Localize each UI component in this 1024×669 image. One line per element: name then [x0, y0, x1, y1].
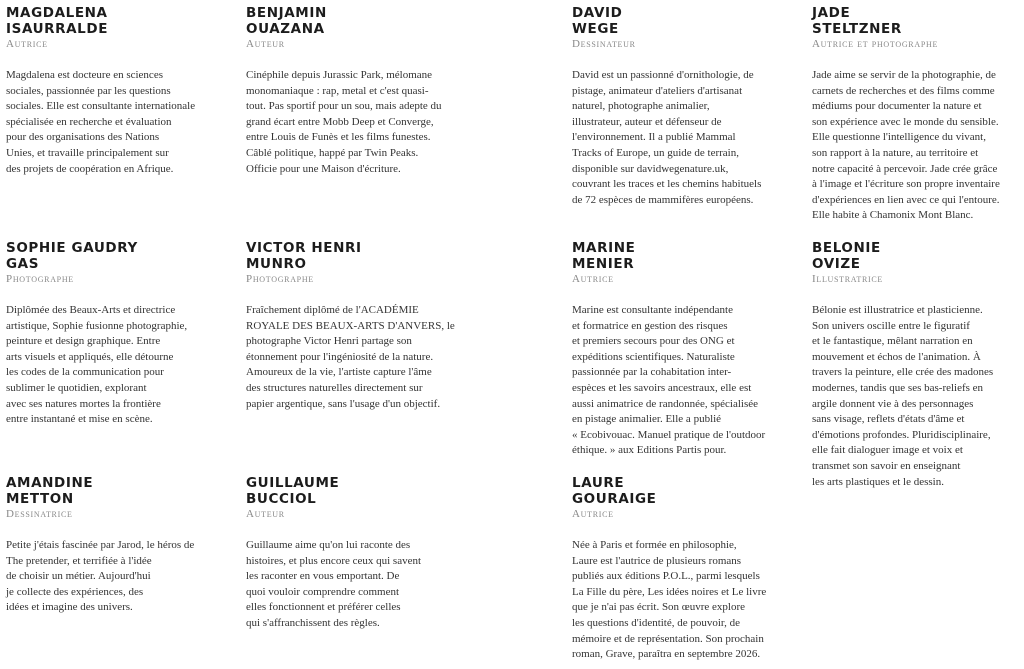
contributor-name: SOPHIE GAUDRY GAS [6, 240, 138, 272]
contributor-name: GUILLAUME BUCCIOL [246, 475, 340, 507]
contributor-role: Autrice [572, 273, 614, 285]
contributor-card-sophie-gaudry-gas [6, 240, 238, 428]
contributor-role: Autrice et photographe [812, 38, 939, 50]
contributor-name: MARINE MENIER [572, 240, 636, 272]
contributor-role: Illustratrice [812, 273, 883, 285]
contributor-name: VICTOR HENRI MUNRO [246, 240, 362, 272]
contributor-bio: Fraîchement diplômé de l'ACADÉMIE ROYALE DES BEAUX-ARTS D'ANVERS, le photographe Victor Henri partage son étonnement pour l'ingéniosité de la nature. Amoureux de la vie, l'artiste capture l'âme des structures naturelles directement sur papier argentique, sans l'usage d'un objectif. [246, 304, 455, 410]
contributor-role: Auteur [246, 508, 285, 520]
contributor-bio: Magdalena est docteure en sciences sociales, passionnée par les questions sociales. Elle est consultante internationale spécialisée en recherche et évaluation pour des organisations des Nations Unies, et travaille principalement sur des projets de coopération en Afrique. [6, 69, 196, 175]
contributor-name: BENJAMIN OUAZANA [246, 5, 327, 37]
contributor-card-benjamin-ouazana [246, 5, 478, 177]
contributor-bio: Cinéphile depuis Jurassic Park, mélomane monomaniaque : rap, metal et c'est quasi- tout. Pas sportif pour un sou, mais adepte du grand écart entre Mobb Deep et Converge, entre Louis de Funès et les films funestes. Câblé politique, happé par Twin Peaks. Officie pour une Maison d'écriture. [246, 69, 442, 175]
contributor-name: DAVID WEGE [572, 5, 623, 37]
contributor-bio: Guillaume aime qu'on lui raconte des histoires, et plus encore ceux qui savent les raconter en vous emportant. De quoi vouloir comprendre comment elles fonctionnent et préférer celles qui s'affranchissent des règles. [246, 539, 422, 629]
contributor-bio: Petite j'étais fascinée par Jarod, le héros de The pretender, et terrifiée à l'idée de choisir un métier. Aujourd'hui je collecte des expériences, des idées et imagine des univers. [6, 539, 195, 614]
contributor-name: AMANDINE METTON [6, 475, 94, 507]
contributor-bio: David est un passionné d'ornithologie, de pistage, animateur d'ateliers d'artisanat naturel, photographe animalier, illustrateur, auteur et défenseur de l'environnement. Il a publié Mammal Tracks of Europe, un guide de terrain, disponible sur davidwegenature.uk, couvrant les traces et les chemins habituels de 72 espèces de mammifères européens. [572, 69, 762, 206]
contributor-card-amandine-metton [6, 475, 238, 616]
contributor-role: Dessinateur [572, 38, 636, 50]
contributor-bio: Née à Paris et formée en philosophie, Laure est l'autrice de plusieurs romans publiés aux éditions P.O.L., parmi lesquels La Fille du père, Les idées noires et Le livre que je n'ai pas écrit. Son œuvre explore les questions d'identité, de pouvoir, de mémoire et de représentation. Son prochain roman, Grave, paraîtra en septembre 2026. [572, 539, 767, 661]
contributor-role: Autrice [6, 38, 48, 50]
contributor-name: JADE STELTZNER [812, 5, 902, 37]
contributor-card-laure-gouraige [572, 475, 804, 663]
contributor-name: LAURE GOURAIGE [572, 475, 657, 507]
contributor-bio: Jade aime se servir de la photographie, de carnets de recherches et des films comme médiums pour documenter la nature et son expérience avec le monde du sensible. Elle questionne l'intelligence du vivant, son rapport à la nature, au territoire et notre capacité à percevoir. Jade crée grâce à l'image et l'écriture son propre inventaire d'expériences en lien avec ce qui l'entoure. Elle habite à Chamonix Mont Blanc. [812, 69, 1000, 222]
contributor-role: Autrice [572, 508, 614, 520]
contributor-role: Photographe [246, 273, 314, 285]
contributor-name: BELONIE OVIZE [812, 240, 881, 272]
contributor-bio: Diplômée des Beaux-Arts et directrice artistique, Sophie fusionne photographie, peinture et design graphique. Entre arts visuels et appliqués, elle détourne les codes de la communication pour sublimer le quotidien, explorant avec ses natures mortes la frontière entre instantané et mise en scène. [6, 304, 188, 426]
contributor-bio: Marine est consultante indépendante et formatrice en gestion des risques et premiers secours pour des ONG et expéditions scientifiques. Naturaliste passionnée par la cohabitation inter- espèces et les savoirs ancestraux, elle est aussi animatrice de randonnée, spécialisée en pistage animalier. Elle a publié « Ecobivouac. Manuel pratique de l'outdoor éthique. » aux Editions Partis pour. [572, 304, 766, 457]
contributor-card-belonie-ovize [812, 240, 1024, 490]
contributor-role: Dessinatrice [6, 508, 73, 520]
contributor-bio: Bélonie est illustratrice et plasticienne. Son univers oscille entre le figuratif et le fantastique, mêlant narration en mouvement et échos de l'animation. À travers la peinture, elle crée des madones modernes, tandis que ses bas-reliefs en argile donnent vie à des personnages sans visage, reflets d'états d'âme et d'émotions profondes. Pluridisciplinaire, elle fait dialoguer image et voix et transmet son savoir en enseignant les arts plastiques et le dessin. [812, 304, 994, 488]
contributor-card-marine-menier [572, 240, 804, 459]
contributor-card-magdalena-isaurralde [6, 5, 238, 177]
contributor-role: Photographe [6, 273, 74, 285]
contributor-card-victor-henri-munro [246, 240, 478, 412]
contributor-card-guillaume-bucciol [246, 475, 478, 632]
contributor-card-david-wege [572, 5, 804, 208]
contributor-role: Auteur [246, 38, 285, 50]
contributor-name: MAGDALENA ISAURRALDE [6, 5, 109, 37]
contributor-card-jade-steltzner [812, 5, 1024, 224]
